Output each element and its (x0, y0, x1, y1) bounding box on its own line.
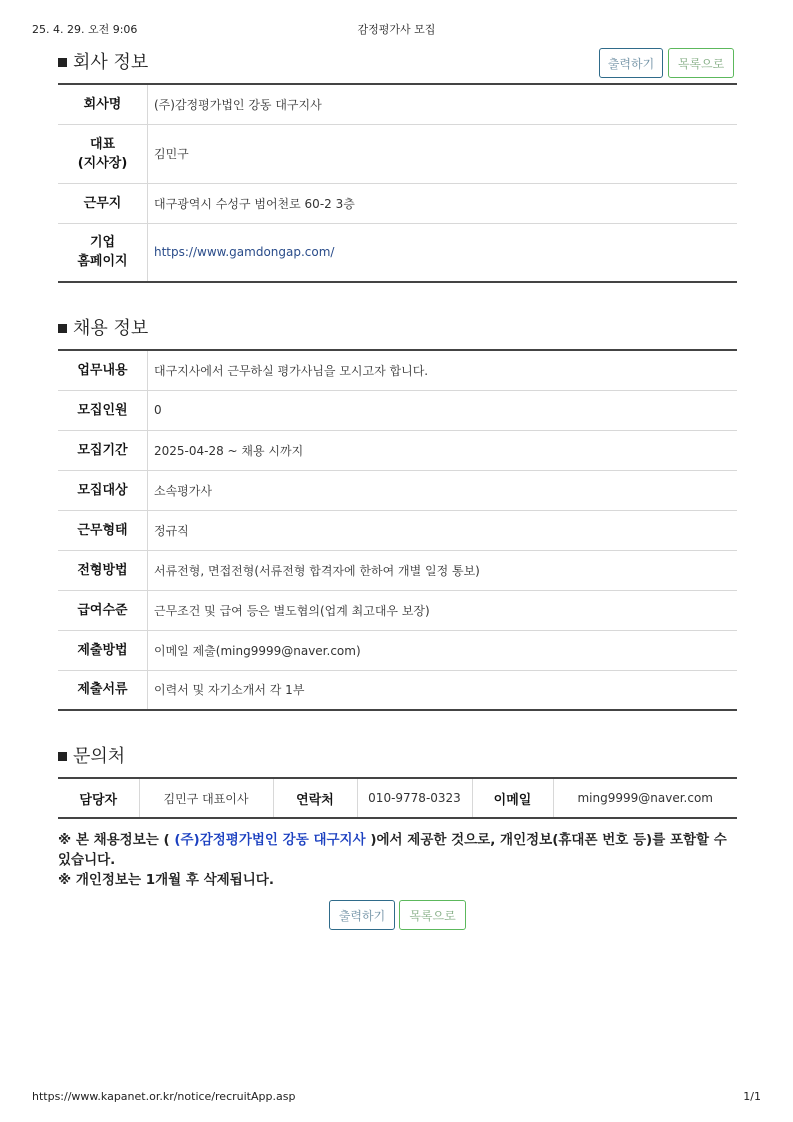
print-footer (32, 1090, 761, 1106)
required-documents-label: 제출서류 (58, 670, 148, 710)
recruit-period-value: 2025-04-28 ~ 채용 시까지 (148, 430, 738, 470)
manager-label: 담당자 (58, 778, 139, 818)
contact-section-title-text: 문의처 (73, 746, 126, 767)
phone-value: 010-9778-0323 (357, 778, 472, 818)
headcount-value: 0 (148, 390, 738, 430)
contact-table (58, 777, 737, 819)
print-header (32, 21, 761, 37)
notice-suffix: )에서 제공한 것으로, 개인정보(휴대폰 번호 등)를 포함할 수 있습니다. (58, 832, 727, 868)
company-name-value: (주)감정평가법인 강동 대구지사 (148, 84, 738, 124)
job-description-value: 대구지사에서 근무하실 평가사님을 모시고자 합니다. (148, 350, 738, 390)
company-info-table (58, 83, 737, 283)
table-row (58, 590, 737, 630)
submission-method-label: 제출방법 (58, 630, 148, 670)
table-row (58, 778, 737, 818)
notice-line-2: ※ 개인정보는 1개월 후 삭제됩니다. (58, 872, 274, 888)
recruit-section-title-text: 채용 정보 (73, 318, 149, 339)
square-bullet-icon (58, 324, 67, 333)
notice-line-1 (58, 830, 738, 870)
homepage-value (148, 223, 738, 282)
square-bullet-icon (58, 58, 67, 67)
recruit-target-value: 소속평가사 (148, 470, 738, 510)
print-footer-url: https://www.kapanet.or.kr/notice/recruitApp.asp (32, 1090, 296, 1103)
list-button-bottom[interactable]: 목록으로 (399, 900, 466, 930)
homepage-link[interactable]: https://www.gamdongap.com/ (154, 245, 335, 260)
table-row (58, 124, 737, 183)
print-page-number: 1/1 (743, 1090, 761, 1103)
privacy-notice (58, 830, 738, 890)
homepage-label-text: 기업 홈페이지 (77, 235, 128, 270)
table-row (58, 390, 737, 430)
employment-type-value: 정규직 (148, 510, 738, 550)
workplace-label: 근무지 (58, 183, 148, 223)
table-row (58, 670, 737, 710)
salary-label: 급여수준 (58, 590, 148, 630)
print-button-top[interactable]: 출력하기 (599, 48, 663, 78)
list-button-top[interactable]: 목록으로 (668, 48, 734, 78)
recruit-period-label: 모집기간 (58, 430, 148, 470)
recruit-target-label: 모집대상 (58, 470, 148, 510)
recruit-section-title (58, 314, 148, 340)
company-section-title (58, 48, 148, 74)
table-row (58, 510, 737, 550)
print-page-title: 감정평가사 모집 (357, 23, 436, 36)
recruit-info-table (58, 349, 737, 711)
email-label: 이메일 (472, 778, 553, 818)
homepage-label (58, 223, 148, 282)
contact-section-title (58, 742, 125, 768)
print-datetime: 25. 4. 29. 오전 9:06 (32, 23, 138, 36)
table-row (58, 183, 737, 223)
company-name-label: 회사명 (58, 84, 148, 124)
notice-prefix: ※ 본 채용정보는 ( (58, 832, 175, 848)
square-bullet-icon (58, 752, 67, 761)
table-row (58, 223, 737, 282)
submission-method-value: 이메일 제출(ming9999@naver.com) (148, 630, 738, 670)
selection-method-label: 전형방법 (58, 550, 148, 590)
salary-value: 근무조건 및 급여 등은 별도협의(업계 최고대우 보장) (148, 590, 738, 630)
representative-label (58, 124, 148, 183)
representative-label-text: 대표 (지사장) (77, 136, 128, 171)
headcount-label: 모집인원 (58, 390, 148, 430)
phone-label: 연락처 (273, 778, 357, 818)
table-row (58, 630, 737, 670)
table-row (58, 350, 737, 390)
table-row (58, 84, 737, 124)
required-documents-value: 이력서 및 자기소개서 각 1부 (154, 683, 305, 698)
selection-method-value: 서류전형, 면접전형(서류전형 합격자에 한하여 개별 일정 통보) (148, 550, 738, 590)
company-section-title-text: 회사 정보 (73, 52, 149, 73)
table-row (58, 470, 737, 510)
email-value: ming9999@naver.com (577, 791, 713, 805)
table-row (58, 430, 737, 470)
representative-value: 김민구 (148, 124, 738, 183)
print-button-bottom[interactable]: 출력하기 (329, 900, 395, 930)
workplace-value: 대구광역시 수성구 범어천로 60-2 3층 (148, 183, 738, 223)
manager-value: 김민구 대표이사 (139, 778, 273, 818)
notice-company-name: (주)감정평가법인 강동 대구지사 (174, 832, 366, 848)
employment-type-label: 근무형태 (58, 510, 148, 550)
table-row (58, 550, 737, 590)
job-description-label: 업무내용 (58, 350, 148, 390)
